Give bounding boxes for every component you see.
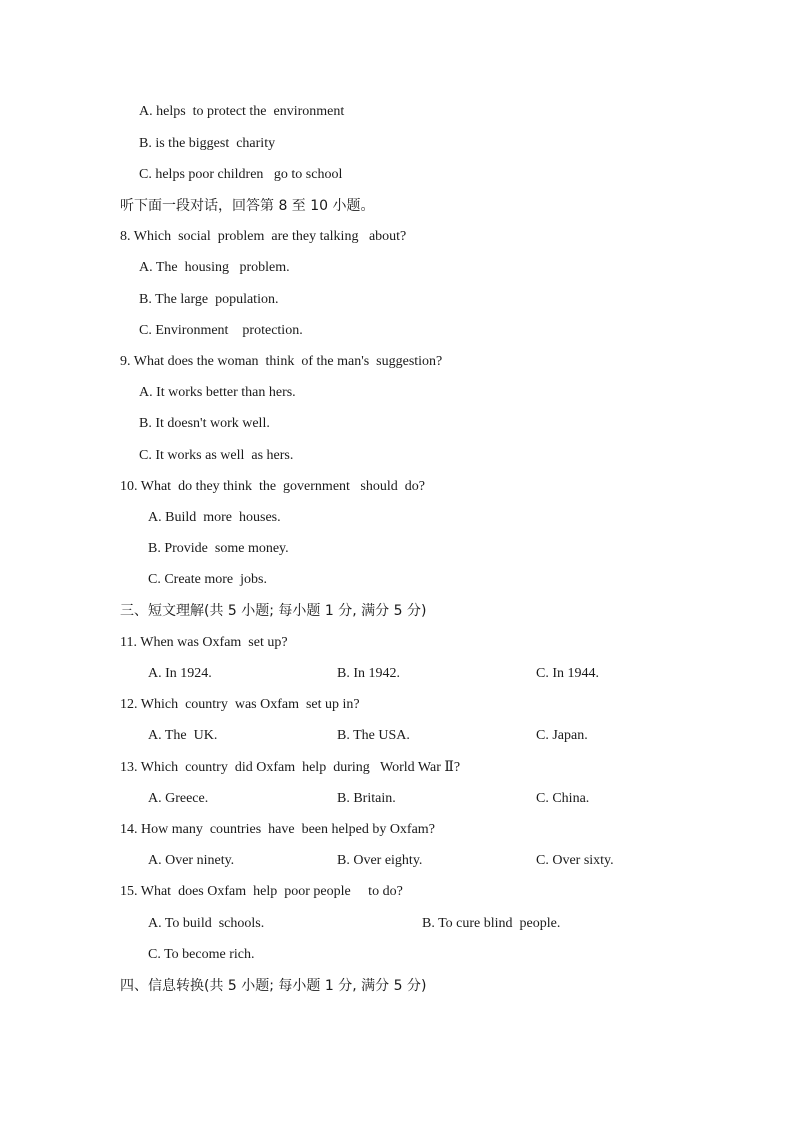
q8-option-a: A. The housing problem. [139, 260, 290, 275]
section-three-heading: 三、短文理解(共 5 小题; 每小题 1 分, 满分 5 分) [120, 603, 427, 619]
q12-option-c: C. Japan. [536, 728, 588, 743]
q10-option-b: B. Provide some money. [148, 541, 289, 556]
q15-question: 15. What does Oxfam help poor people to do? [120, 884, 403, 899]
q7-option-a: A. helps to protect the environment [139, 104, 345, 119]
q12-option-b: B. The USA. [337, 728, 410, 743]
q12-option-a: A. The UK. [148, 728, 218, 743]
q11-option-a: A. In 1924. [148, 666, 212, 681]
q13-option-a: A. Greece. [148, 791, 209, 806]
q9-question: 9. What does the woman think of the man's suggestion? [120, 354, 443, 369]
q14-option-a: A. Over ninety. [148, 853, 235, 868]
q13-option-b: B. Britain. [337, 791, 396, 806]
q11-option-b: B. In 1942. [337, 666, 400, 681]
q10-option-c: C. Create more jobs. [148, 572, 267, 587]
q11-question: 11. When was Oxfam set up? [120, 635, 288, 650]
q14-question: 14. How many countries have been helped by Oxfam? [120, 822, 435, 837]
q8-option-c: C. Environment protection. [139, 323, 303, 338]
q7-option-c: C. helps poor children go to school [139, 167, 343, 182]
q12-question: 12. Which country was Oxfam set up in? [120, 697, 360, 712]
section-listen-heading: 听下面一段对话，回答第 8 至 10 小题。 [120, 198, 375, 214]
q15-option-a: A. To build schools. [148, 916, 265, 931]
q9-option-b: B. It doesn't work well. [139, 416, 270, 431]
q15-option-b: B. To cure blind people. [422, 916, 561, 931]
q7-option-b: B. is the biggest charity [139, 136, 276, 151]
q9-option-a: A. It works better than hers. [139, 385, 296, 400]
q13-option-c: C. China. [536, 791, 590, 806]
q13-question: 13. Which country did Oxfam help during World War Ⅱ? [120, 760, 461, 775]
q8-option-b: B. The large population. [139, 292, 279, 307]
q10-question: 10. What do they think the government should do? [120, 479, 425, 494]
section-four-heading: 四、信息转换(共 5 小题; 每小题 1 分, 满分 5 分) [120, 978, 427, 994]
q11-option-c: C. In 1944. [536, 666, 599, 681]
q10-option-a: A. Build more houses. [148, 510, 281, 525]
q9-option-c: C. It works as well as hers. [139, 448, 294, 463]
q14-option-b: B. Over eighty. [337, 853, 423, 868]
q8-question: 8. Which social problem are they talking about? [120, 229, 407, 244]
q15-option-c: C. To become rich. [148, 947, 255, 962]
q14-option-c: C. Over sixty. [536, 853, 614, 868]
